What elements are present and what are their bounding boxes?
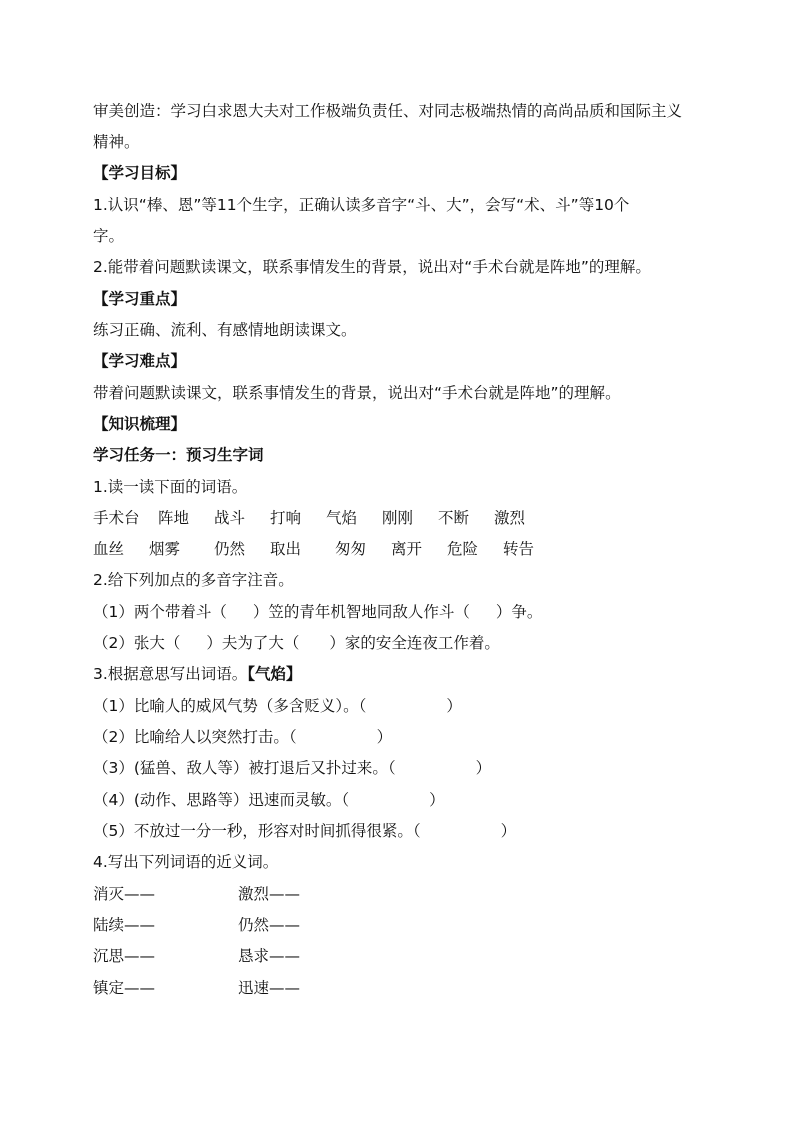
q2-title: 2.给下列加点的多音字注音。 bbox=[93, 571, 294, 589]
q2-s1-part: ）笠的青年机智地同敌人作斗（ bbox=[252, 603, 470, 621]
synonym-left: 沉思—— bbox=[93, 947, 156, 965]
q2-s2-part: ）夫为了大（ bbox=[206, 634, 300, 652]
difficulty-text: 带着问题默读课文，联系事情发生的背景，说出对“手术台就是阵地”的理解。 bbox=[93, 384, 621, 402]
intro-line-1: 审美创造：学习白求恩大夫对工作极端负责任、对同志极端热情的高尚品质和国际主义 bbox=[93, 102, 683, 120]
word: 转告 bbox=[503, 540, 535, 558]
word: 阵地 bbox=[158, 509, 190, 527]
word: 手术台 bbox=[93, 509, 140, 527]
q2-s1-part: ）争。 bbox=[495, 603, 543, 621]
word: 气焰 bbox=[326, 509, 358, 527]
word: 打响 bbox=[270, 509, 302, 527]
q3-title-line bbox=[93, 664, 302, 684]
word: 离开 bbox=[391, 540, 423, 558]
q3-item bbox=[93, 696, 462, 716]
word: 取出 bbox=[270, 540, 302, 558]
synonym-right: 激烈—— bbox=[238, 885, 301, 903]
q2-s1-part: （1）两个带着斗（ bbox=[93, 603, 227, 621]
goal-2: 2.能带着问题默读课文，联系事情发生的背景，说出对“手术台就是阵地”的理解。 bbox=[93, 258, 651, 276]
q3-item-text: （1）比喻人的威风气势（多含贬义）。（ bbox=[93, 697, 367, 715]
synonym-right: 仍然—— bbox=[238, 916, 301, 934]
q3-item-end: ） bbox=[376, 728, 393, 746]
goal-1-line-2: 字。 bbox=[93, 227, 125, 245]
q3-item-text: （4）(动作、思路等）迅速而灵敏。（ bbox=[93, 791, 350, 809]
q4-title: 4.写出下列词语的近义词。 bbox=[93, 853, 279, 871]
word: 血丝 bbox=[93, 540, 125, 558]
synonym-left: 消灭—— bbox=[93, 885, 156, 903]
word: 激烈 bbox=[494, 509, 526, 527]
q3-item bbox=[93, 790, 445, 810]
q3-item-end: ） bbox=[500, 822, 517, 840]
word: 危险 bbox=[447, 540, 479, 558]
q3-title: 3.根据意思写出词语。 bbox=[93, 665, 248, 683]
synonym-left: 镇定—— bbox=[93, 979, 156, 997]
word: 刚刚 bbox=[382, 509, 414, 527]
key-points-heading: 【学习重点】 bbox=[93, 290, 187, 308]
q2-s2-part: （2）张大（ bbox=[93, 634, 181, 652]
synonym-right: 恳求—— bbox=[238, 947, 301, 965]
q3-item-end: ） bbox=[429, 791, 445, 809]
q1-title: 1.读一读下面的词语。 bbox=[93, 478, 248, 496]
q2-s2-part: ）家的安全连夜工作着。 bbox=[329, 634, 500, 652]
q3-item-end: ） bbox=[446, 697, 462, 715]
q3-item bbox=[93, 758, 491, 778]
intro-line-2: 精神。 bbox=[93, 133, 140, 151]
goal-1-line-1: 1.认识“棒、恩”等11个生字，正确认读多音字“斗、大”，会写“术、斗”等10个 bbox=[93, 196, 630, 214]
q3-item-text: （2）比喻给人以突然打击。（ bbox=[93, 728, 297, 746]
q2-sentence-1 bbox=[93, 602, 542, 622]
q3-item-end: ） bbox=[475, 759, 492, 777]
word: 仍然 bbox=[214, 540, 246, 558]
word: 烟雾 bbox=[149, 540, 181, 558]
q3-item bbox=[93, 727, 392, 747]
difficulty-heading: 【学习难点】 bbox=[93, 352, 187, 370]
q3-hint: 【气焰】 bbox=[247, 665, 302, 683]
q2-sentence-2 bbox=[93, 633, 500, 653]
synonym-left: 陆续—— bbox=[93, 916, 156, 934]
q3-item-text: （3）(猛兽、敌人等）被打退后又扑过来。（ bbox=[93, 759, 396, 777]
key-points-text: 练习正确、流利、有感情地朗读课文。 bbox=[93, 321, 357, 339]
word: 不断 bbox=[438, 509, 470, 527]
knowledge-heading: 【知识梳理】 bbox=[93, 415, 187, 433]
goals-heading: 【学习目标】 bbox=[93, 164, 187, 182]
q3-item-text: （5）不放过一分一秒，形容对时间抓得很紧。（ bbox=[93, 822, 421, 840]
q3-item bbox=[93, 821, 516, 841]
synonym-right: 迅速—— bbox=[238, 979, 301, 997]
word: 战斗 bbox=[214, 509, 246, 527]
task-title: 学习任务一：预习生字词 bbox=[93, 446, 264, 464]
word: 匆匆 bbox=[335, 540, 367, 558]
